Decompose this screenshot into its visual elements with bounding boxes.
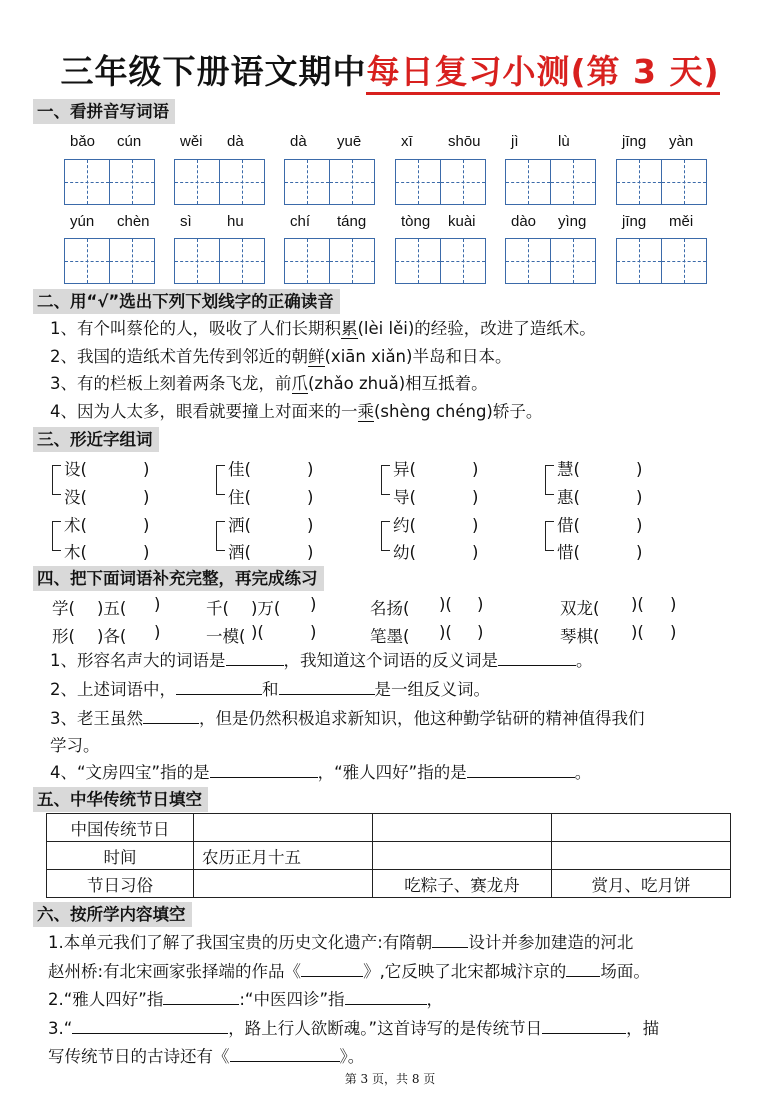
word-fragment: )五( [97, 599, 127, 618]
writing-grid[interactable] [505, 159, 595, 204]
word-fragment: )万( [251, 599, 281, 618]
question-4-1: 1、形容名声大的词语是 ，我知道这个词语的反义词是 。 [50, 651, 593, 670]
writing-cell[interactable] [395, 238, 441, 284]
section-2-heading: 二、用“√”选出下列下划线字的正确读音 [33, 289, 340, 314]
writing-cell[interactable] [550, 238, 596, 284]
bracket-mark [216, 521, 225, 551]
bracket-mark [52, 521, 61, 551]
similar-char-item: 佳( ) [228, 460, 314, 479]
pinyin-syllable: jīng [622, 133, 647, 150]
festival-table [46, 813, 731, 898]
word-fragment: 形( [52, 627, 75, 646]
similar-char-item: 导( ) [393, 488, 479, 507]
word-fragment: )各( [97, 627, 127, 646]
word-fragment: )( [439, 623, 452, 642]
writing-grid[interactable] [174, 238, 264, 283]
underlined-char: 爪 [291, 374, 308, 393]
table-cell: 节日习俗 [47, 870, 194, 898]
pronunciation-item: 4、因为人太多，眼看就要撞上对面来的一乘(shèng chéng)轿子。 [50, 402, 543, 421]
similar-char-item: 惜( ) [557, 543, 643, 562]
pinyin-syllable: chí [290, 213, 311, 230]
writing-cell[interactable] [661, 238, 707, 284]
writing-cell[interactable] [505, 238, 551, 284]
table-cell: 时间 [47, 842, 194, 870]
fill-line-1: 1.本单元我们了解了我国宝贵的历史文化遗产:有隋朝 设计并参加建造的河北 [48, 933, 634, 952]
pinyin-syllable: dào [511, 213, 537, 230]
writing-cell[interactable] [64, 159, 110, 205]
pronunciation-item: 2、我国的造纸术首先传到邻近的朝鲜(xiān xiǎn)半岛和日本。 [50, 347, 512, 366]
bracket-mark [545, 521, 554, 551]
writing-cell[interactable] [109, 238, 155, 284]
writing-grid[interactable] [284, 238, 374, 283]
fill-line-5: 写传统节日的古诗还有《 》。 [48, 1047, 365, 1066]
word-fragment: 双龙( [560, 599, 600, 618]
pinyin-syllable: xī [401, 133, 413, 150]
pinyin-syllable: cún [117, 133, 142, 150]
table-cell [373, 814, 552, 842]
similar-char-item: 约( ) [393, 516, 479, 535]
pinyin-syllable: kuài [448, 213, 476, 230]
word-fragment: 千( [206, 599, 229, 618]
writing-cell[interactable] [284, 159, 330, 205]
writing-grid[interactable] [616, 159, 706, 204]
table-row [47, 870, 731, 898]
bracket-mark [545, 465, 554, 495]
writing-cell[interactable] [505, 159, 551, 205]
table-cell [194, 814, 373, 842]
section-6-heading: 六、按所学内容填空 [33, 902, 192, 927]
table-cell [194, 870, 373, 898]
word-fragment: ) [477, 623, 484, 642]
similar-char-item: 木( ) [64, 543, 150, 562]
pinyin-syllable: tòng [401, 213, 431, 230]
similar-char-item: 异( ) [393, 460, 479, 479]
writing-cell[interactable] [661, 159, 707, 205]
similar-char-item: 设( ) [64, 460, 150, 479]
writing-grid[interactable] [64, 238, 154, 283]
word-fragment: ) [154, 623, 161, 642]
writing-cell[interactable] [109, 159, 155, 205]
similar-char-item: 住( ) [228, 488, 314, 507]
pinyin-syllable: yìng [558, 213, 587, 230]
word-fragment: ) [670, 623, 677, 642]
word-fragment: ) [310, 595, 317, 614]
fill-line-3: 2.“雅人四好”指 :“中医四诊”指 ， [48, 990, 443, 1009]
table-cell: 赏月、吃月饼 [552, 870, 731, 898]
word-fragment: )( [631, 595, 644, 614]
writing-grid[interactable] [64, 159, 154, 204]
writing-cell[interactable] [440, 238, 486, 284]
writing-grid[interactable] [284, 159, 374, 204]
table-cell [552, 814, 731, 842]
pronunciation-item: 1、有个叫蔡伦的人，吸收了人们长期积累(lèi lěi)的经验，改进了造纸术。 [50, 319, 596, 338]
writing-cell[interactable] [329, 238, 375, 284]
pronunciation-item: 3、有的栏板上刻着两条飞龙，前爪(zhǎo zhuǎ)相互抵着。 [50, 374, 488, 393]
word-fragment: )( [251, 623, 264, 642]
section-5-heading: 五、中华传统节日填空 [33, 787, 208, 812]
pinyin-syllable: yún [70, 213, 95, 230]
section-1-heading: 一、看拼音写词语 [33, 99, 175, 124]
writing-cell[interactable] [395, 159, 441, 205]
pinyin-syllable: dà [290, 133, 307, 150]
table-cell [552, 842, 731, 870]
fill-line-2: 赵州桥:有北宋画家张择端的作品《 》,它反映了北宋都城汴京的 场面。 [48, 962, 650, 981]
bracket-mark [381, 521, 390, 551]
table-cell: 中国传统节日 [47, 814, 194, 842]
pinyin-syllable: yàn [669, 133, 694, 150]
question-4-3-cont: 学习。 [50, 736, 100, 755]
similar-char-item: 没( ) [64, 488, 150, 507]
table-row [47, 814, 731, 842]
similar-char-item: 幼( ) [393, 543, 479, 562]
similar-char-item: 术( ) [64, 516, 150, 535]
writing-cell[interactable] [219, 238, 265, 284]
writing-cell[interactable] [616, 238, 662, 284]
pinyin-syllable: dà [227, 133, 244, 150]
word-fragment: 笔墨( [370, 627, 410, 646]
writing-cell[interactable] [616, 159, 662, 205]
bracket-mark [381, 465, 390, 495]
similar-char-item: 惠( ) [557, 488, 643, 507]
writing-cell[interactable] [174, 159, 220, 205]
pinyin-syllable: lù [558, 133, 570, 150]
pinyin-syllable: měi [669, 213, 694, 230]
table-cell: 吃粽子、赛龙舟 [373, 870, 552, 898]
pinyin-syllable: yuē [337, 133, 362, 150]
pinyin-syllable: wěi [180, 133, 203, 150]
similar-char-item: 慧( ) [557, 460, 643, 479]
underlined-char: 乘 [357, 402, 374, 421]
word-fragment: 一模( [206, 627, 246, 646]
writing-cell[interactable] [440, 159, 486, 205]
question-4-4: 4、“文房四宝”指的是 ，“雅人四好”指的是 。 [50, 763, 592, 782]
section-3-heading: 三、形近字组词 [33, 427, 159, 452]
writing-grid[interactable] [395, 159, 485, 204]
pinyin-syllable: jīng [622, 213, 647, 230]
writing-grid[interactable] [505, 238, 595, 283]
writing-grid[interactable] [616, 238, 706, 283]
word-fragment: 琴棋( [560, 627, 600, 646]
table-cell: 农历正月十五 [194, 842, 373, 870]
question-4-2: 2、上述词语中， 和 是一组反义词。 [50, 680, 490, 699]
word-fragment: 学( [52, 599, 75, 618]
pinyin-syllable: chèn [117, 213, 150, 230]
writing-cell[interactable] [284, 238, 330, 284]
similar-char-item: 洒( ) [228, 516, 314, 535]
word-fragment: ) [670, 595, 677, 614]
page-footer: 第 3 页，共 8 页 [344, 1072, 436, 1086]
underlined-char: 累 [341, 319, 358, 338]
word-fragment: )( [631, 623, 644, 642]
word-fragment: )( [439, 595, 452, 614]
word-fragment: ) [477, 595, 484, 614]
writing-cell[interactable] [550, 159, 596, 205]
writing-grid[interactable] [174, 159, 264, 204]
writing-cell[interactable] [219, 159, 265, 205]
fill-line-4: 3.“ ，路上行人欲断魂。”这首诗写的是传统节日 ，描 [48, 1019, 660, 1038]
table-cell [373, 842, 552, 870]
similar-char-item: 借( ) [557, 516, 643, 535]
bracket-mark [52, 465, 61, 495]
word-fragment: 名扬( [370, 599, 410, 618]
writing-cell[interactable] [174, 238, 220, 284]
writing-cell[interactable] [329, 159, 375, 205]
page-title: 三年级下册语文期中每日复习小测(第 3 天) [0, 46, 780, 93]
pinyin-syllable: jì [511, 133, 519, 150]
table-row [47, 842, 731, 870]
writing-cell[interactable] [64, 238, 110, 284]
bracket-mark [216, 465, 225, 495]
word-fragment: ) [154, 595, 161, 614]
title-highlight: 每日复习小测(第 3 天) [366, 52, 719, 95]
writing-grid[interactable] [395, 238, 485, 283]
underlined-char: 鲜 [308, 347, 325, 366]
pinyin-syllable: shōu [448, 133, 481, 150]
similar-char-item: 酒( ) [228, 543, 314, 562]
pinyin-syllable: táng [337, 213, 367, 230]
word-fragment: ) [310, 623, 317, 642]
question-4-3: 3、老王虽然 ，但是仍然积极追求新知识，他这种勤学钻研的精神值得我们 [50, 709, 645, 728]
pinyin-syllable: sì [180, 213, 192, 230]
pinyin-syllable: hu [227, 213, 244, 230]
pinyin-syllable: bǎo [70, 133, 96, 150]
section-4-heading: 四、把下面词语补充完整，再完成练习 [33, 566, 324, 591]
